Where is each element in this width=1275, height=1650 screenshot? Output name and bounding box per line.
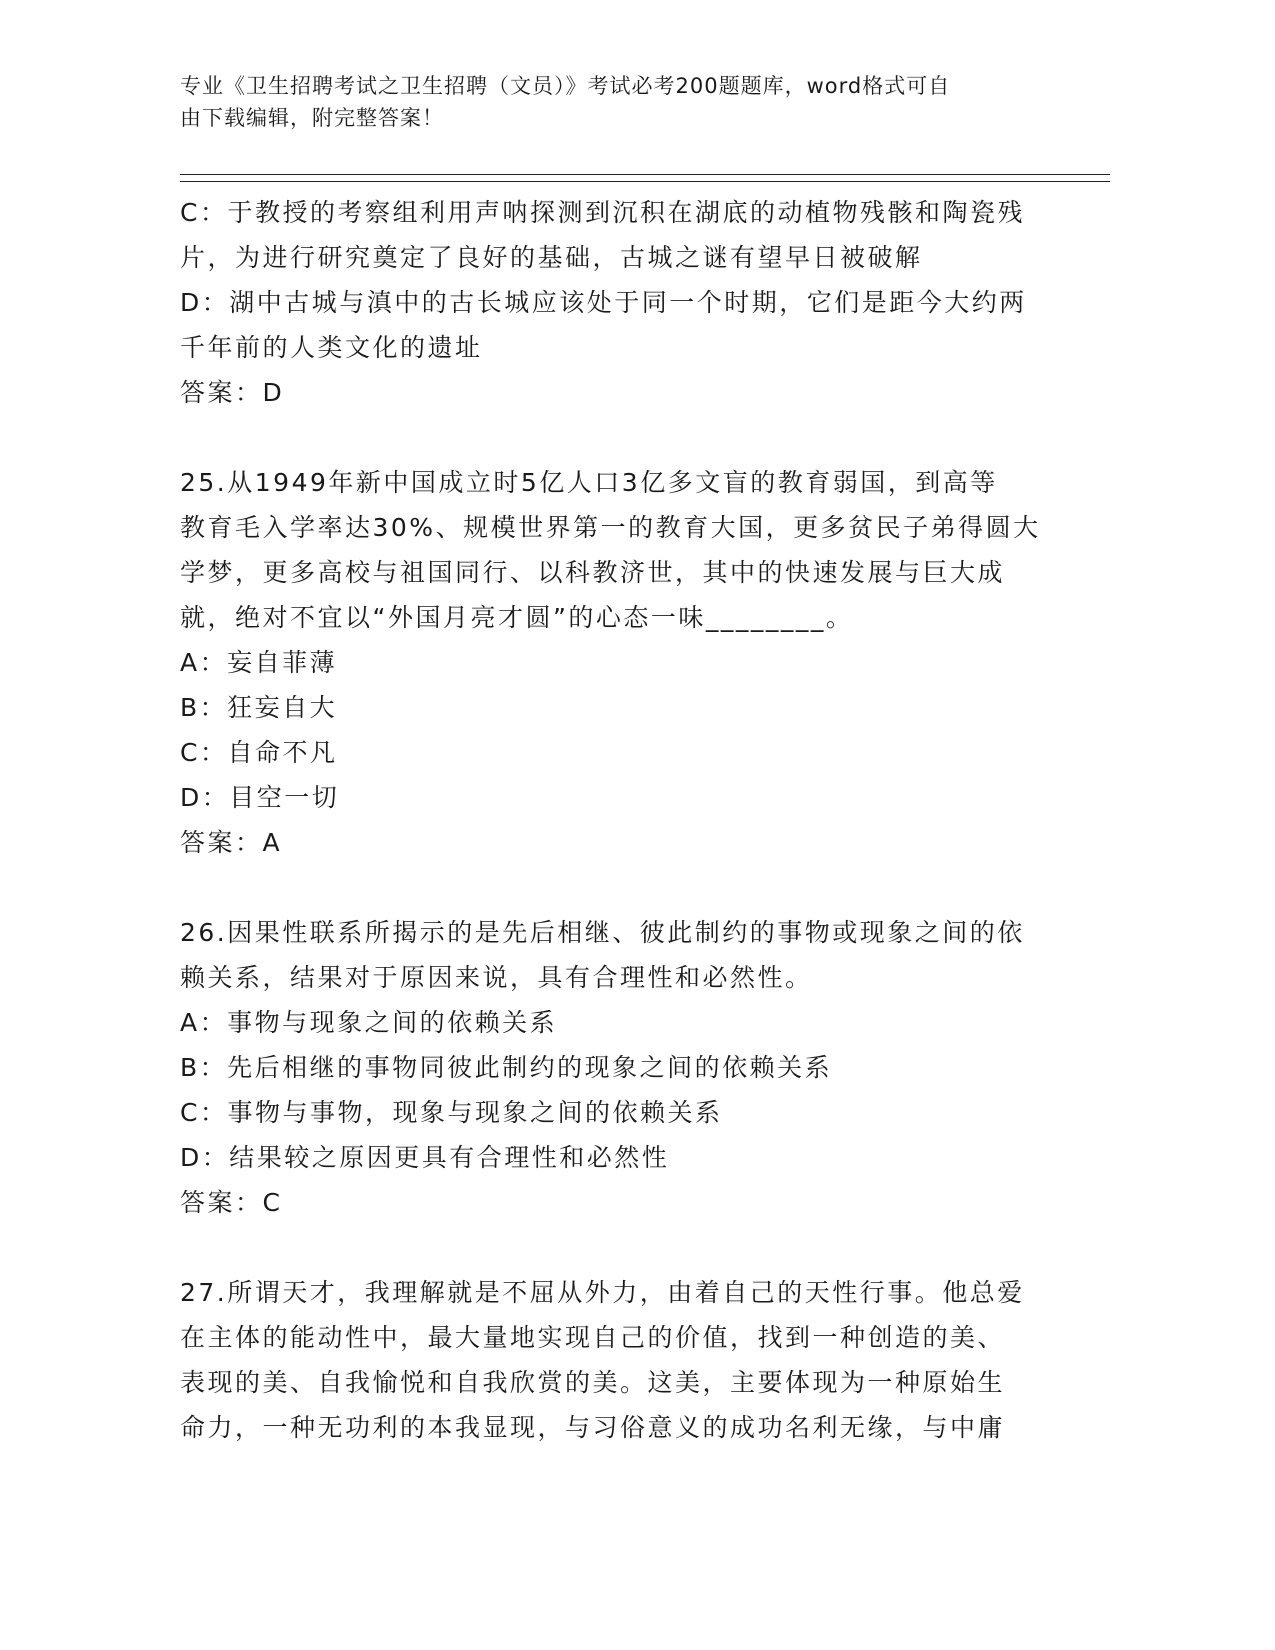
question-stem: 学梦，更多高校与祖国同行、以科教济世，其中的快速发展与巨大成 (180, 558, 1006, 587)
header-divider (180, 181, 1110, 182)
answer-text: 答案：A (180, 828, 283, 857)
question-stem: 在主体的能动性中，最大量地实现自己的价值，找到一种创造的美、 (180, 1323, 1006, 1352)
option-text: 片，为进行研究奠定了良好的基础，古城之谜有望早日被破解 (180, 243, 923, 272)
option-text: 千年前的人类文化的遗址 (180, 333, 483, 362)
option-text: A：事物与现象之间的依赖关系 (180, 1008, 558, 1037)
spacer (180, 415, 1060, 460)
spacer (180, 1225, 1060, 1270)
header-divider (180, 174, 1110, 175)
question-stem: 教育毛入学率达30%、规模世界第一的教育大国，更多贫民子弟得圆大 (180, 513, 1041, 542)
answer-text: 答案：C (180, 1188, 283, 1217)
document-body (180, 190, 1060, 1450)
option-text: B：狂妄自大 (180, 693, 338, 722)
option-text: A：妄自菲薄 (180, 648, 338, 677)
question-stem: 表现的美、自我愉悦和自我欣赏的美。这美，主要体现为一种原始生 (180, 1368, 1006, 1397)
document-header (180, 70, 1060, 134)
option-text: C：自命不凡 (180, 738, 338, 767)
question-stem: 就，绝对不宜以“外国月亮才圆”的心态一味________。 (180, 603, 854, 632)
question-stem: 赖关系，结果对于原因来说，具有合理性和必然性。 (180, 963, 813, 992)
question-stem: 27.所谓天才，我理解就是不屈从外力，由着自己的天性行事。他总爱 (180, 1278, 1025, 1307)
question-stem: 25.从1949年新中国成立时5亿人口3亿多文盲的教育弱国，到高等 (180, 468, 998, 497)
option-text: B：先后相继的事物同彼此制约的现象之间的依赖关系 (180, 1053, 833, 1082)
header-line: 由下载编辑，附完整答案！ (180, 106, 444, 130)
option-text: C：事物与事物，现象与现象之间的依赖关系 (180, 1098, 723, 1127)
spacer (180, 865, 1060, 910)
option-text: D：结果较之原因更具有合理性和必然性 (180, 1143, 670, 1172)
header-line: 专业《卫生招聘考试之卫生招聘（文员）》考试必考200题题库，word格式可自 (180, 74, 951, 98)
option-text: D：目空一切 (180, 783, 340, 812)
question-stem: 命力，一种无功利的本我显现，与习俗意义的成功名利无缘，与中庸 (180, 1413, 1006, 1442)
question-stem: 26.因果性联系所揭示的是先后相继、彼此制约的事物或现象之间的依 (180, 918, 1025, 947)
option-text: C：于教授的考察组利用声呐探测到沉积在湖底的动植物残骸和陶瓷残 (180, 198, 1025, 227)
answer-text: 答案：D (180, 378, 285, 407)
option-text: D：湖中古城与滇中的古长城应该处于同一个时期，它们是距今大约两 (180, 288, 1027, 317)
